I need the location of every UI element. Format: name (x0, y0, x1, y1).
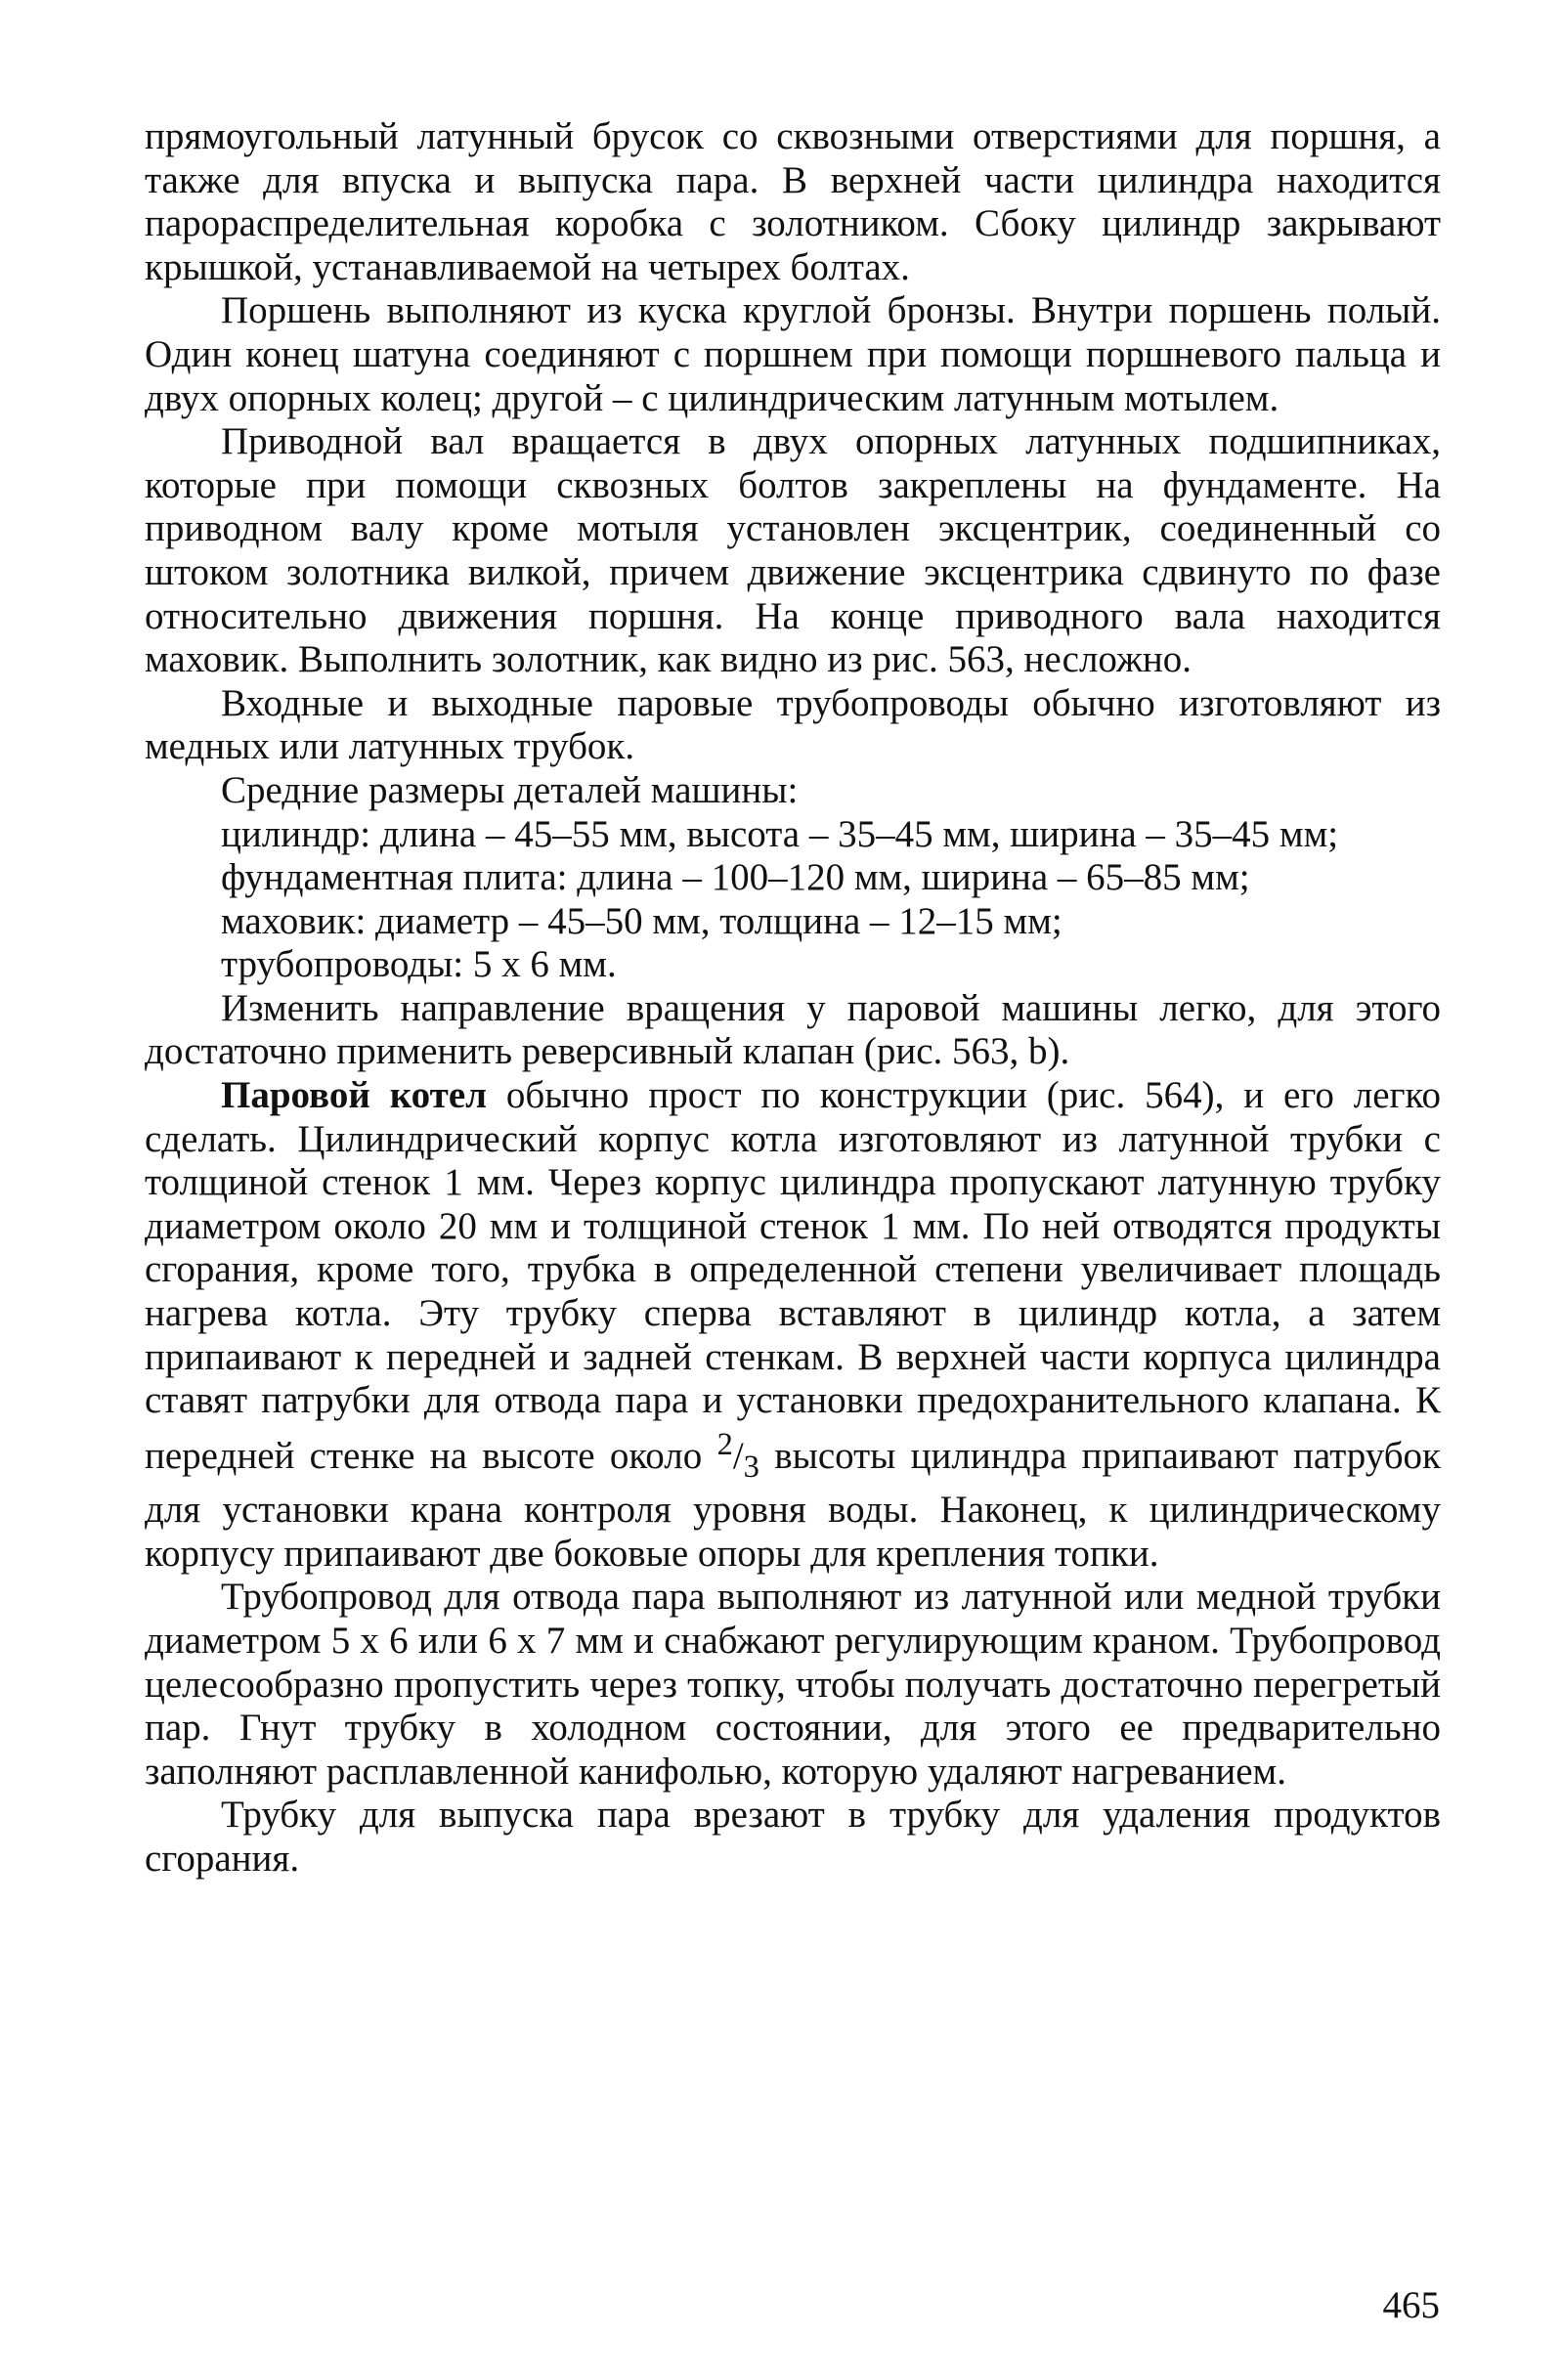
paragraph-dimension-flywheel: маховик: диаметр – 45–50 мм, толщина – 12–15 мм; (221, 899, 1062, 942)
boiler-text-part-1: обычно прост по конструкции (рис. 564), и его легко сделать. Цилиндрический корпус котла изготовляют из латунной трубки с толщиной стенок 1 мм. Через корпус цилиндра пропускают латунную трубку диаметром около 20 мм и толщиной стенок 1 мм. По ней отводятся продукты сгорания, кроме того, трубка в определенной степени увеличивает площадь нагрева котла. Эту трубку сперва вставляют в цилиндр котла, а затем припаивают к передней и задней стенкам. В верхней части корпуса цилиндра ставят патрубки для отвода пара и установки предохранительного клапана. К передней стенке на высоте около (145, 1074, 1441, 1477)
paragraph-piston: Поршень выполняют из куска круглой бронзы. Внутри поршень полый. Один конец шатуна соединяют с поршнем при помощи поршневого пальца и двух опорных колец; другой – с цилиндрическим латунным мотылем. (145, 289, 1441, 419)
boiler-text-part-2: высоты цилиндра припаивают патрубок для установки крана контроля уровня воды. Наконец, к цилиндрическому корпусу припаивают две боковые опоры для крепления топки. (145, 1434, 1441, 1575)
boiler-heading: Паровой котел (221, 1074, 488, 1117)
page-number: 465 (1382, 2284, 1440, 2326)
paragraph-reverse-valve: Изменить направление вращения у паровой машины легко, для этого достаточно применить реверсивный клапан (рис. 563, b). (145, 986, 1441, 1073)
paragraph-cylinder-body: прямоугольный латунный брусок со сквозными отверстиями для поршня, а также для впуска и выпуска пара. В верхней части цилиндра находится парораспределительная коробка с золотником. Сбоку цилиндр закрывают крышкой, устанавливаемой на четырех болтах. (145, 115, 1441, 288)
fraction-denominator: 3 (743, 1449, 759, 1485)
paragraph-dimension-cylinder: цилиндр: длина – 45–55 мм, высота – 35–45 мм, ширина – 35–45 мм; (221, 812, 1339, 855)
paragraph-drive-shaft: Приводной вал вращается в двух опорных латунных подшипниках, которые при помощи сквозных болтов закреплены на фундаменте. На приводном валу кроме мотыля установлен эксцентрик, соединенный со штоком золотника вилкой, причем движение эксцентрика сдвинуто по фазе относительно движения поршня. На конце приводного вала находится маховик. Выполнить золотник, как видно из рис. 563, несложно. (145, 420, 1441, 681)
paragraph-dimension-pipes: трубопроводы: 5 х 6 мм. (221, 943, 617, 986)
paragraph-dimensions-intro: Средние размеры деталей машины: (221, 768, 799, 811)
paragraph-dimension-base-plate: фундаментная плита: длина – 100–120 мм, ширина – 65–85 мм; (221, 856, 1250, 899)
paragraph-boiler (145, 1074, 1441, 1576)
page-body (145, 115, 1441, 2305)
fraction-slash: / (732, 1434, 744, 1477)
paragraph-exhaust-pipe: Трубку для выпуска пара врезают в трубку для удаления продуктов сгорания. (145, 1794, 1441, 1880)
paragraph-steam-pipes: Входные и выходные паровые трубопроводы обычно изготовляют из медных или латунных трубок. (145, 681, 1441, 768)
fraction-numerator: 2 (716, 1426, 733, 1462)
paragraph-steam-outlet-pipe: Трубопровод для отвода пара выполняют из латунной или медной трубки диаметром 5 х 6 или 6 х 7 мм и снабжают регулирующим краном. Трубопровод целесообразно пропустить через топку, чтобы получать достаточно перегретый пар. Гнут трубку в холодном состоянии, для этого ее предварительно заполняют расплавленной канифолью, которую удаляют нагреванием. (145, 1576, 1441, 1793)
